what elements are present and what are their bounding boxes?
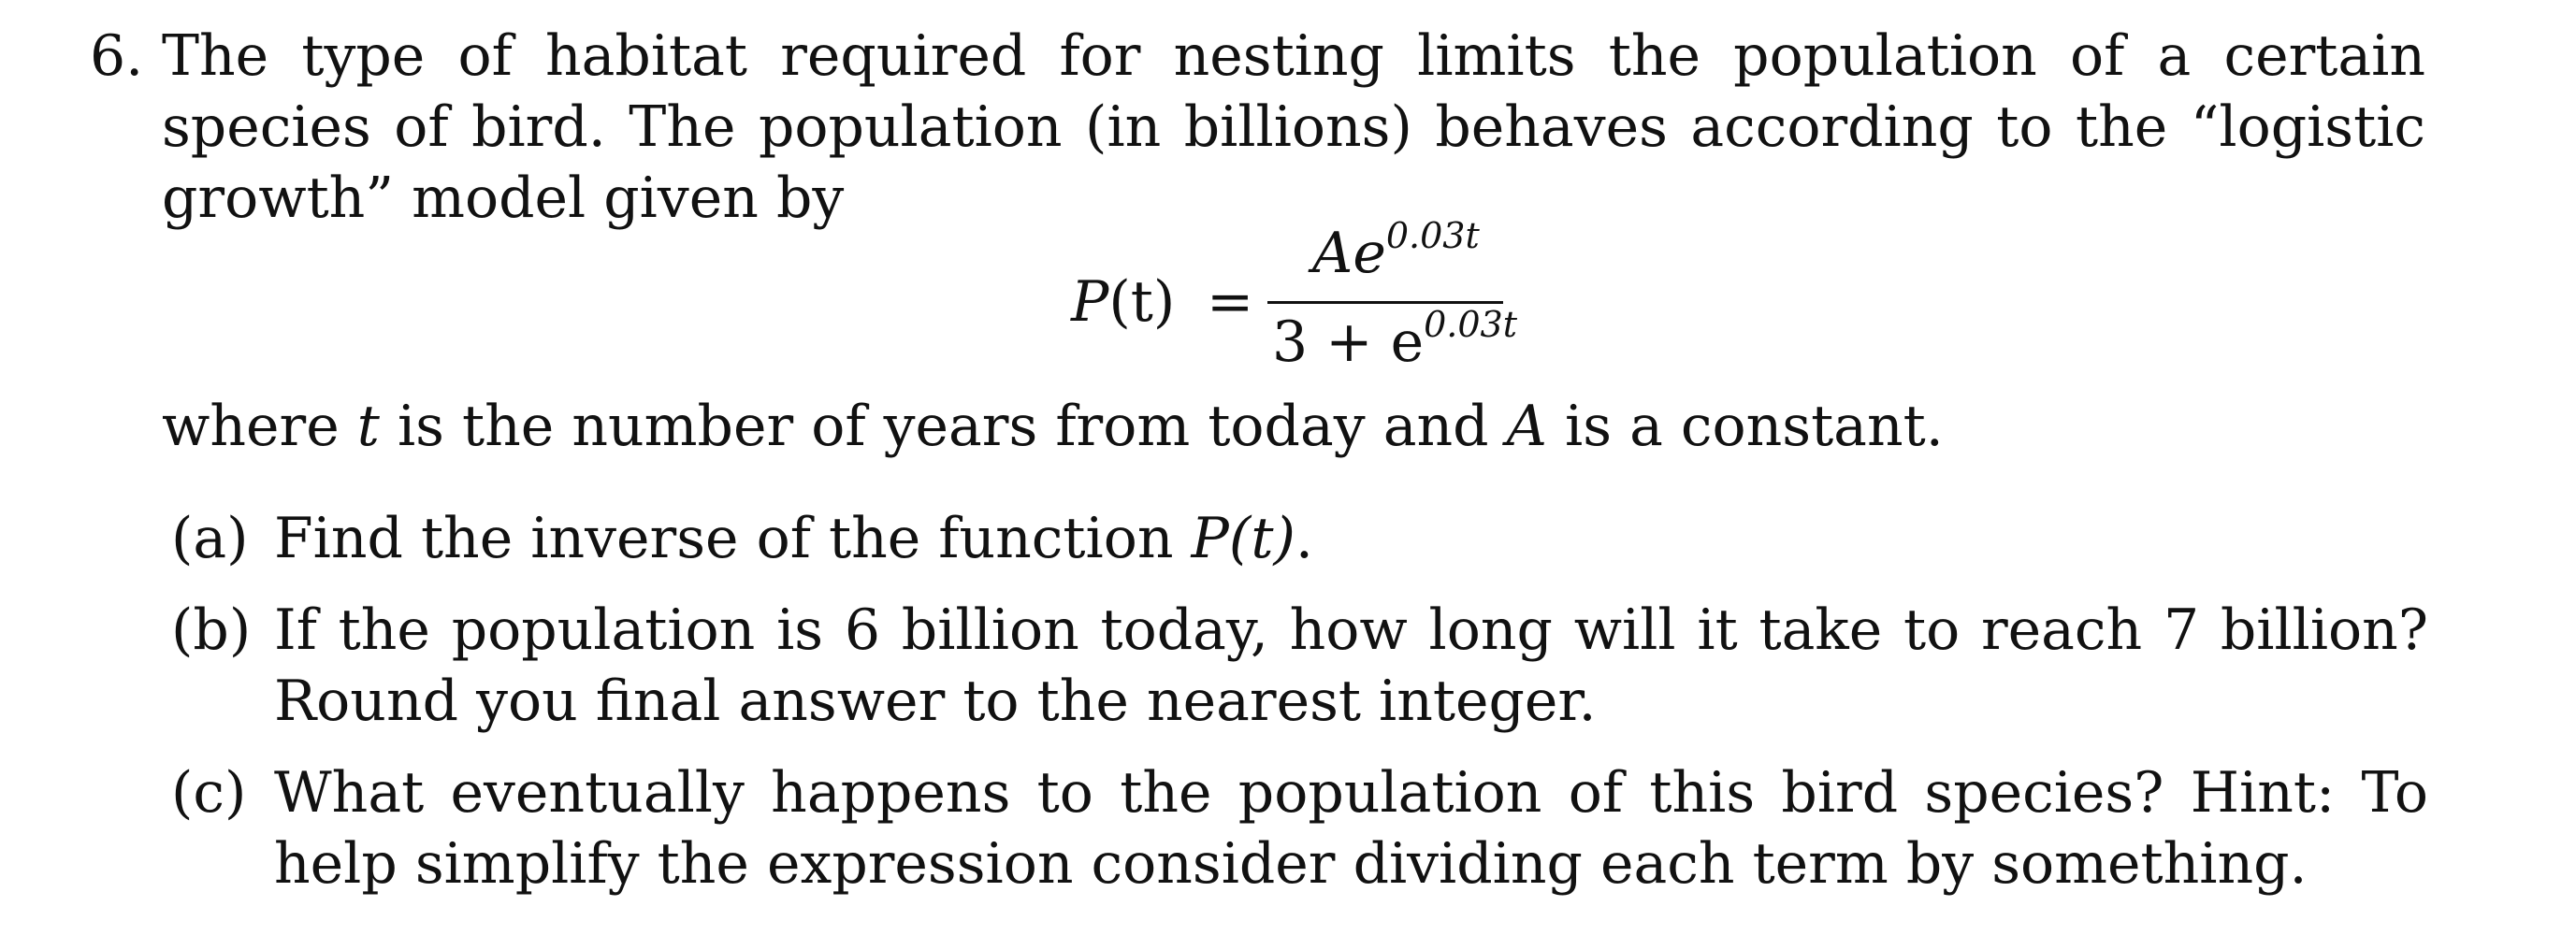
var-t: t bbox=[356, 394, 380, 459]
part-text: If the population is 6 billion today, how long will it take to reach 7 billion? Round you final answer to the nearest integer. bbox=[274, 597, 2428, 734]
problem-intro: The type of habitat required for nesting limits the population of a certain species of bird. The population (in billions) behaves according to the “logistic growth” model given by bbox=[162, 23, 2425, 231]
variable-definition bbox=[162, 391, 1944, 462]
logistic-formula bbox=[1071, 215, 1520, 380]
denominator-exponent: 0.03t bbox=[1424, 304, 1517, 345]
part-text bbox=[274, 503, 2428, 574]
part-a-tail: . bbox=[1295, 506, 1313, 571]
formula-numerator bbox=[1312, 215, 1593, 286]
where-text-2: is the number of years from today and bbox=[379, 394, 1507, 459]
part-label: (a) bbox=[171, 506, 249, 571]
where-text-3: is a constant. bbox=[1546, 394, 1944, 459]
problem-number: 6. bbox=[90, 23, 144, 89]
where-text-1: where bbox=[162, 394, 357, 459]
formula-lhs-arg: (t) bbox=[1108, 269, 1176, 335]
formula-equals: = bbox=[1207, 269, 1254, 335]
part-a-math: P(t) bbox=[1191, 506, 1295, 571]
formula-lhs bbox=[1071, 269, 1175, 335]
numerator-exponent: 0.03t bbox=[1385, 215, 1480, 256]
part-label: (c) bbox=[171, 760, 247, 826]
numerator-base: Ae bbox=[1312, 221, 1386, 286]
denominator-base: 3 + e bbox=[1272, 309, 1425, 375]
part-text: What eventually happens to the population of this bird species? Hint: To help simplify the expression consider dividing each term by something. bbox=[274, 760, 2428, 897]
part-label: (b) bbox=[171, 597, 252, 663]
var-a: A bbox=[1506, 394, 1547, 459]
formula-lhs-var: P bbox=[1071, 269, 1109, 335]
part-a-text: Find the inverse of the function bbox=[274, 506, 1192, 571]
formula-denominator bbox=[1272, 304, 1571, 375]
